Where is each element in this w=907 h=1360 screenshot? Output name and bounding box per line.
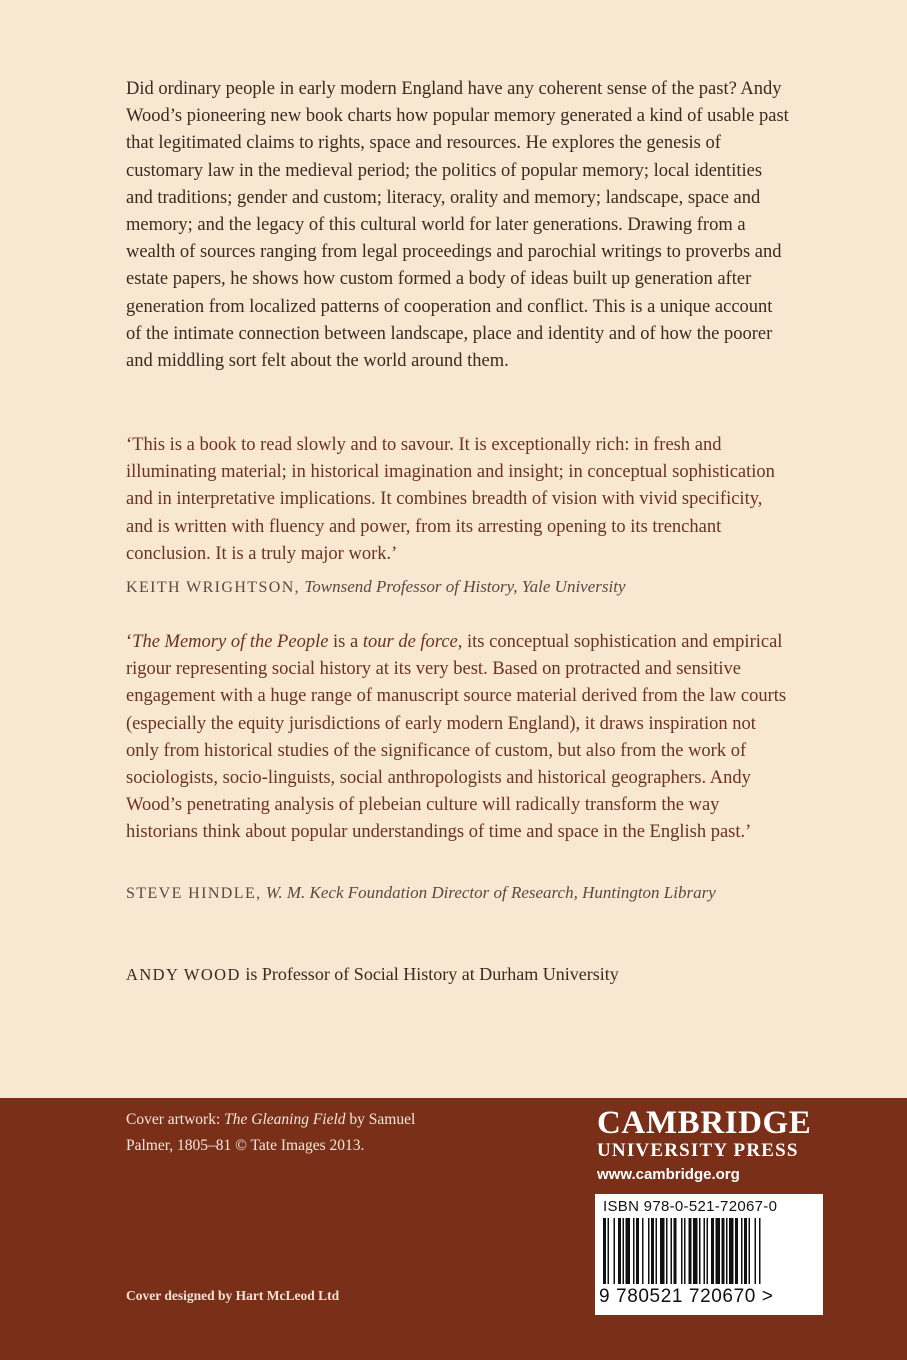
review-attribution-2 [126, 883, 826, 903]
artwork-title: The Gleaning Field [224, 1111, 346, 1128]
quote-mid-text: is a [328, 632, 363, 652]
book-description: Did ordinary people in early modern England have any coherent sense of the past? Andy Wood’s pioneering new book charts how popular memory generated a kind of usable past that legitimated claims to rights, space and resources. He explores the genesis of customary law in the medieval period; the politics of popular memory; local identities and traditions; gender and custom; literacy, orality and memory; landscape, space and memory; and the legacy of this cultural world for later generations. Drawing from a wealth of sources ranging from legal proceedings and parochial writings to proverbs and estate papers, he shows how custom formed a body of ideas built up generation after generation from localized patterns of cooperation and conflict. This is a unique account of the intimate connection between landscape, place and identity and of how the poorer and middling sort felt about the world around them. [126, 79, 789, 372]
cover-designer-credit: Cover designed by Hart McLeod Ltd [126, 1288, 340, 1303]
cover-credit-prefix: Cover artwork: [126, 1111, 225, 1128]
publisher-name: CAMBRIDGE [597, 1105, 812, 1141]
reviewer-role-1: Townsend Professor of History, Yale University [304, 577, 626, 596]
review-attribution-1 [126, 577, 826, 597]
isbn-barcode [595, 1194, 823, 1315]
author-bio [126, 964, 826, 985]
quote-body-text: , its conceptual sophistication and empirical rigour representing social history at its very best. Based on protracted and sensitive engagement with a huge range of manuscript source material derived from the law courts (especially the equity jurisdictions of early modern England), it draws inspiration not only from historical studies of the significance of custom, but also from the work of sociologists, socio-linguists, social anthropologists and historical geographers. Andy Wood’s penetrating analysis of plebeian culture will radically transform the way historians think about popular understandings of time and space in the English past.’ [126, 632, 787, 843]
book-title-italic: The Memory of the People [132, 632, 329, 652]
isbn-label: ISBN 978-0-521-72067-0 [603, 1198, 778, 1215]
reviewer-role-2: W. M. Keck Foundation Director of Research, Huntington Library [265, 883, 716, 902]
cover-artwork-credit [126, 1107, 466, 1159]
cover-credit-suffix: by Samuel Palmer, 1805–81 © Tate Images 2013. [126, 1111, 416, 1154]
reviewer-name-1: KEITH WRIGHTSON, [126, 579, 301, 596]
author-bio-text: is Professor of Social History at Durham University [240, 964, 619, 984]
review-quote-1: ‘This is a book to read slowly and to savour. It is exceptionally rich: in fresh and illuminating material; in historical imagination and insight; in conceptual sophistication and in interpretative implications. It combines breadth of vision with vivid specificity, and is written with fluency and power, from its arresting opening to its trenchant conclusion. It is a truly major work.’ [126, 435, 775, 564]
tour-de-force-italic: tour de force [362, 632, 458, 652]
reviewer-name-2: STEVE HINDLE, [126, 885, 262, 902]
quote-open-mark: ‘ [126, 632, 133, 652]
publisher-subtitle: UNIVERSITY PRESS [597, 1140, 799, 1161]
author-name: ANDY WOOD [126, 965, 241, 984]
publisher-url: www.cambridge.org [597, 1166, 740, 1183]
publisher-logo [597, 1106, 827, 1183]
barcode-bars [601, 1218, 817, 1286]
barcode-digits: 9 780521 720670 > [599, 1286, 774, 1307]
review-quote-2 [126, 629, 791, 847]
